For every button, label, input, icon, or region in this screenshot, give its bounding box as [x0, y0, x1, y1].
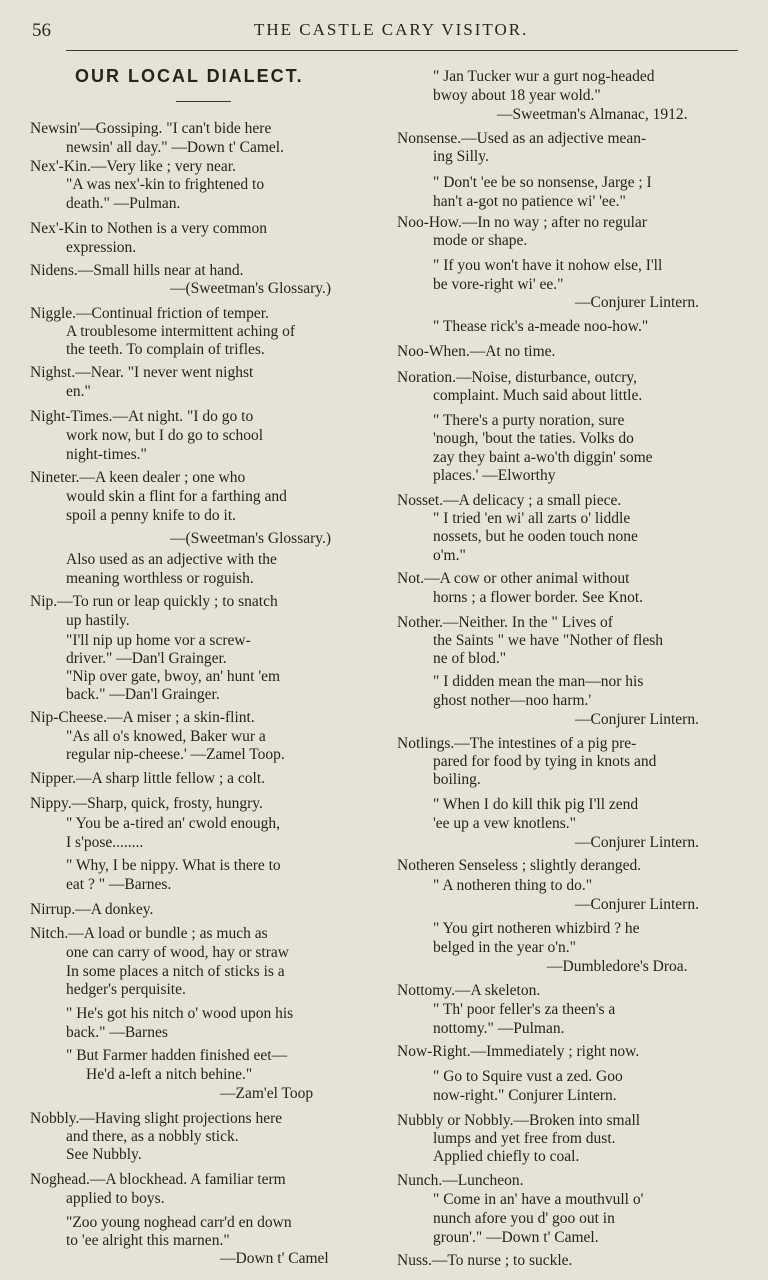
- left-line: Nitch.—A load or bundle ; as much as: [30, 925, 268, 942]
- right-line: nossets, but he ooden touch none: [433, 528, 638, 545]
- right-line: " Thease rick's a-meade noo-how.": [433, 318, 649, 335]
- left-line: Niggle.—Continual friction of temper.: [30, 305, 269, 322]
- right-line: Not.—A cow or other animal without: [397, 570, 630, 587]
- right-line: Nosset.—A delicacy ; a small piece.: [397, 492, 622, 509]
- right-line: " You girt notheren whizbird ? he: [433, 920, 640, 937]
- right-line: Applied chiefly to coal.: [433, 1148, 580, 1165]
- left-line: Newsin'—Gossiping. "I can't bide here: [30, 120, 272, 137]
- right-line: Noration.—Noise, disturbance, outcry,: [397, 369, 638, 386]
- left-line: See Nubbly.: [66, 1146, 142, 1163]
- right-line: " Don't 'ee be so nonsense, Jarge ; I: [433, 174, 652, 191]
- left-line: Nipper.—A sharp little fellow ; a colt.: [30, 770, 266, 787]
- left-line: Nippy.—Sharp, quick, frosty, hungry.: [30, 795, 263, 812]
- right-line: " When I do kill thik pig I'll zend: [433, 796, 639, 813]
- right-line: " Th' poor feller's za theen's a: [433, 1001, 616, 1018]
- right-line: 'ee up a vew knotlens.": [433, 815, 576, 832]
- left-line: hedger's perquisite.: [66, 981, 186, 998]
- left-line: —(Sweetman's Glossary.): [170, 280, 332, 297]
- right-line: —Dumbledore's Droa.: [547, 958, 688, 975]
- right-line: Nonsense.—Used as an adjective mean-: [397, 130, 647, 147]
- right-line: —Conjurer Lintern.: [575, 711, 699, 728]
- section-title: OUR LOCAL DIALECT.: [75, 66, 304, 86]
- left-line: Nineter.—A keen dealer ; one who: [30, 469, 246, 486]
- right-line: " Jan Tucker wur a gurt nog-headed: [433, 68, 655, 85]
- left-line: "I'll nip up home vor a screw-: [66, 632, 251, 649]
- left-line: Nobbly.—Having slight projections here: [30, 1110, 283, 1127]
- left-line: Also used as an adjective with the: [66, 551, 277, 568]
- right-line: bwoy about 18 year wold.": [433, 87, 601, 104]
- right-line: lumps and yet free from dust.: [433, 1130, 616, 1147]
- left-line: eat ? " —Barnes.: [66, 876, 172, 893]
- right-line: " I didden mean the man—nor his: [433, 673, 644, 690]
- title-rule: [176, 101, 231, 102]
- left-line: —Zam'el Toop: [220, 1085, 314, 1102]
- left-line: " He's got his nitch o' wood upon his: [66, 1005, 294, 1022]
- left-line: to 'ee alright this marnen.": [66, 1232, 230, 1249]
- right-line: —Conjurer Lintern.: [575, 294, 699, 311]
- left-line: en.": [66, 383, 91, 400]
- right-line: Now-Right.—Immediately ; right now.: [397, 1043, 640, 1060]
- right-line: ne of blod.": [433, 650, 507, 667]
- left-line: "As all o's knowed, Baker wur a: [66, 728, 266, 745]
- right-line: Nother.—Neither. In the " Lives of: [397, 614, 613, 631]
- right-line: now-right." Conjurer Lintern.: [433, 1087, 617, 1104]
- left-line: regular nip-cheese.' —Zamel Toop.: [66, 746, 285, 763]
- left-line: Nex'-Kin.—Very like ; very near.: [30, 158, 236, 175]
- left-line: work now, but I do go to school: [66, 427, 264, 444]
- left-line: spoil a penny knife to do it.: [66, 507, 237, 524]
- right-line: 'nough, 'bout the taties. Volks do: [433, 430, 634, 447]
- right-line: " Come in an' have a mouthvull o': [433, 1191, 644, 1208]
- right-line: groun'." —Down t' Camel.: [433, 1229, 599, 1246]
- left-line: "A was nex'-kin to frightened to: [66, 176, 265, 193]
- left-line: one can carry of wood, hay or straw: [66, 944, 289, 961]
- right-line: —Conjurer Lintern.: [575, 834, 699, 851]
- right-line: zay they baint a-wo'th diggin' some: [433, 449, 653, 466]
- left-line: Nex'-Kin to Nothen is a very common: [30, 220, 267, 237]
- running-title: THE CASTLE CARY VISITOR.: [254, 20, 529, 39]
- left-line: Nidens.—Small hills near at hand.: [30, 262, 244, 279]
- right-line: o'm.": [433, 547, 466, 564]
- right-line: " A notheren thing to do.": [433, 877, 593, 894]
- right-line: ing Silly.: [433, 148, 489, 165]
- left-line: Nirrup.—A donkey.: [30, 901, 154, 918]
- left-line: Nip-Cheese.—A miser ; a skin-flint.: [30, 709, 255, 726]
- left-line: death." —Pulman.: [66, 195, 181, 212]
- left-line: back." —Barnes: [66, 1024, 168, 1041]
- left-line: expression.: [66, 239, 137, 256]
- left-line: I s'pose........: [66, 834, 144, 851]
- right-line: complaint. Much said about little.: [433, 387, 643, 404]
- right-line: pared for food by tying in knots and: [433, 753, 657, 770]
- right-line: —Sweetman's Almanac, 1912.: [497, 106, 688, 123]
- left-line: Noghead.—A blockhead. A familiar term: [30, 1171, 286, 1188]
- right-line: Noo-When.—At no time.: [397, 343, 556, 360]
- left-line: Night-Times.—At night. "I do go to: [30, 408, 254, 425]
- right-line: belged in the year o'n.": [433, 939, 576, 956]
- left-line: would skin a flint for a farthing and: [66, 488, 287, 505]
- left-line: the teeth. To complain of trifles.: [66, 341, 265, 358]
- right-line: " Go to Squire vust a zed. Goo: [433, 1068, 623, 1085]
- right-line: mode or shape.: [433, 232, 528, 249]
- left-line: —Down t' Camel: [220, 1250, 329, 1267]
- header-rule: [66, 50, 738, 51]
- left-line: meaning worthless or roguish.: [66, 570, 254, 587]
- right-line: " There's a purty noration, sure: [433, 412, 625, 429]
- left-line: newsin' all day." —Down t' Camel.: [66, 139, 284, 156]
- left-line: " You be a-tired an' cwold enough,: [66, 815, 281, 832]
- right-line: horns ; a flower border. See Knot.: [433, 589, 644, 606]
- left-line: applied to boys.: [66, 1190, 165, 1207]
- right-line: Nunch.—Luncheon.: [397, 1172, 524, 1189]
- right-line: nottomy." —Pulman.: [433, 1020, 565, 1037]
- right-line: Nuss.—To nurse ; to suckle.: [397, 1252, 573, 1269]
- left-line: Nip.—To run or leap quickly ; to snatch: [30, 593, 278, 610]
- right-line: han't a-got no patience wi' 'ee.": [433, 193, 626, 210]
- right-line: Nubbly or Nobbly.—Broken into small: [397, 1112, 641, 1129]
- left-line: —(Sweetman's Glossary.): [170, 530, 332, 547]
- left-line: A troublesome intermittent aching of: [66, 323, 296, 340]
- right-line: Notlings.—The intestines of a pig pre-: [397, 735, 637, 752]
- right-line: nunch afore you d' goo out in: [433, 1210, 615, 1227]
- page-number: 56: [32, 20, 51, 41]
- right-line: be vore-right wi' ee.": [433, 276, 564, 293]
- right-line: " I tried 'en wi' all zarts o' liddle: [433, 510, 631, 527]
- left-line: He'd a-left a nitch behine.": [86, 1066, 253, 1083]
- right-line: Noo-How.—In no way ; after no regular: [397, 214, 647, 231]
- left-line: back." —Dan'l Grainger.: [66, 686, 220, 703]
- right-line: boiling.: [433, 771, 481, 788]
- right-line: " If you won't have it nohow else, I'll: [433, 257, 663, 274]
- right-line: ghost nother—noo harm.': [433, 692, 592, 709]
- left-line: night-times.": [66, 446, 147, 463]
- left-line: "Nip over gate, bwoy, an' hunt 'em: [66, 668, 281, 685]
- right-line: Notheren Senseless ; slightly deranged.: [397, 857, 642, 874]
- left-line: "Zoo young noghead carr'd en down: [66, 1214, 292, 1231]
- left-line: driver." —Dan'l Grainger.: [66, 650, 227, 667]
- left-line: In some places a nitch of sticks is a: [66, 963, 285, 980]
- left-line: up hastily.: [66, 612, 130, 629]
- right-line: Nottomy.—A skeleton.: [397, 982, 541, 999]
- right-line: —Conjurer Lintern.: [575, 896, 699, 913]
- right-line: the Saints " we have "Nother of flesh: [433, 632, 664, 649]
- left-line: " But Farmer hadden finished eet—: [66, 1047, 288, 1064]
- left-line: and there, as a nobbly stick.: [66, 1128, 239, 1145]
- right-line: places.' —Elworthy: [433, 467, 556, 484]
- left-line: " Why, I be nippy. What is there to: [66, 857, 281, 874]
- left-line: Nighst.—Near. "I never went nighst: [30, 364, 254, 381]
